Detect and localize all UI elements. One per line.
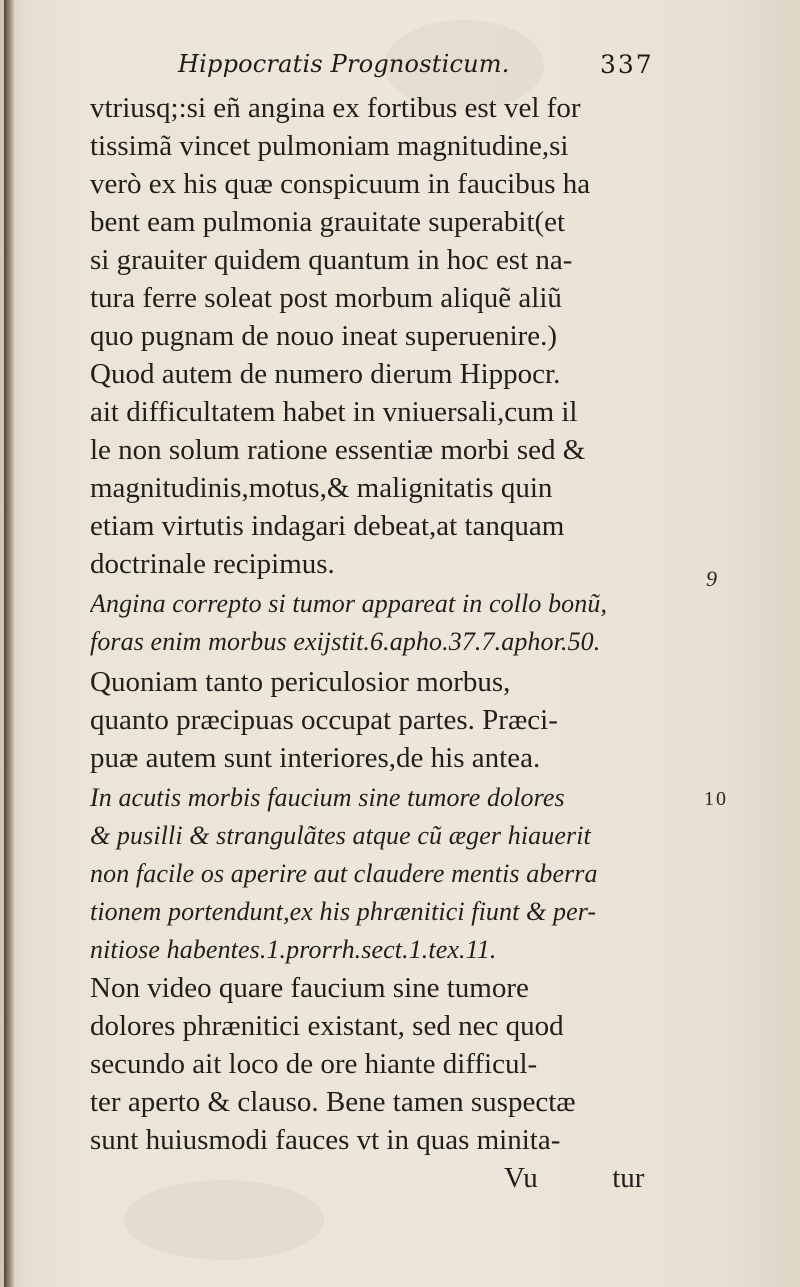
text-line: le non solum ratione essentiæ morbi sed & [90, 434, 586, 466]
paper-stain [124, 1180, 324, 1260]
text-line: dolores phrænitici existant, sed nec quod [90, 1010, 564, 1042]
text-line: ter aperto & clauso. Bene tamen suspectæ [90, 1086, 576, 1118]
text-line: quo pugnam de nouo ineat superuenire.) [90, 320, 558, 352]
text-line: Non video quare faucium sine tumore [90, 972, 529, 1004]
text-line: doctrinale recipimus. [90, 548, 335, 580]
signature-mark: Vu [504, 1162, 538, 1194]
signature-catchword-line [504, 1160, 664, 1196]
text-line: sunt huiusmodi fauces vt in quas minita- [90, 1124, 561, 1156]
book-page [4, 0, 800, 1287]
text-line: vtriusq;:si eñ angina ex fortibus est vel for [90, 92, 581, 124]
book-spine [4, 0, 14, 1287]
text-line: etiam virtutis indagari debeat,at tanquam [90, 510, 565, 542]
catchword: tur [612, 1162, 645, 1194]
italic-citation-line: In acutis morbis faucium sine tumore dolores [90, 783, 565, 812]
text-line: quanto præcipuas occupat partes. Præci- [90, 704, 558, 736]
text-line: Quoniam tanto periculosior morbus, [90, 666, 511, 698]
text-line: secundo ait loco de ore hiante difficul- [90, 1048, 538, 1080]
italic-citation-line: Angina correpto si tumor appareat in collo bonũ, [90, 589, 608, 618]
italic-citation-line: tionem portendunt,ex his phrænitici fiunt & per- [90, 897, 597, 926]
italic-citation-line: foras enim morbus exijstit.6.apho.37.7.aphor.50. [90, 627, 601, 656]
running-header: Hippocratis Prognosticum. [178, 50, 510, 78]
margin-note-10: 10 [704, 788, 728, 810]
italic-citation-line: & pusilli & strangulãtes atque cũ æger hiauerit [90, 821, 591, 850]
text-line: Quod autem de numero dierum Hippocr. [90, 358, 561, 390]
text-line: bent eam pulmonia grauitate superabit(et [90, 206, 566, 238]
text-line: si grauiter quidem quantum in hoc est na- [90, 244, 573, 276]
text-line: verò ex his quæ conspicuum in faucibus ha [90, 168, 591, 200]
text-line: puæ autem sunt interiores,de his antea. [90, 742, 541, 774]
text-line: ait difficultatem habet in vniuersali,cum il [90, 396, 578, 428]
page-number: 337 [600, 50, 654, 79]
text-line: tura ferre soleat post morbum aliquẽ aliũ [90, 282, 562, 314]
italic-citation-line: non facile os aperire aut claudere mentis aberra [90, 859, 598, 888]
italic-citation-line: nitiose habentes.1.prorrh.sect.1.tex.11. [90, 935, 497, 964]
text-line: tissimã vincet pulmoniam magnitudine,si [90, 130, 569, 162]
text-line: magnitudinis,motus,& malignitatis quin [90, 472, 553, 504]
margin-note-9: 9 [706, 566, 717, 591]
